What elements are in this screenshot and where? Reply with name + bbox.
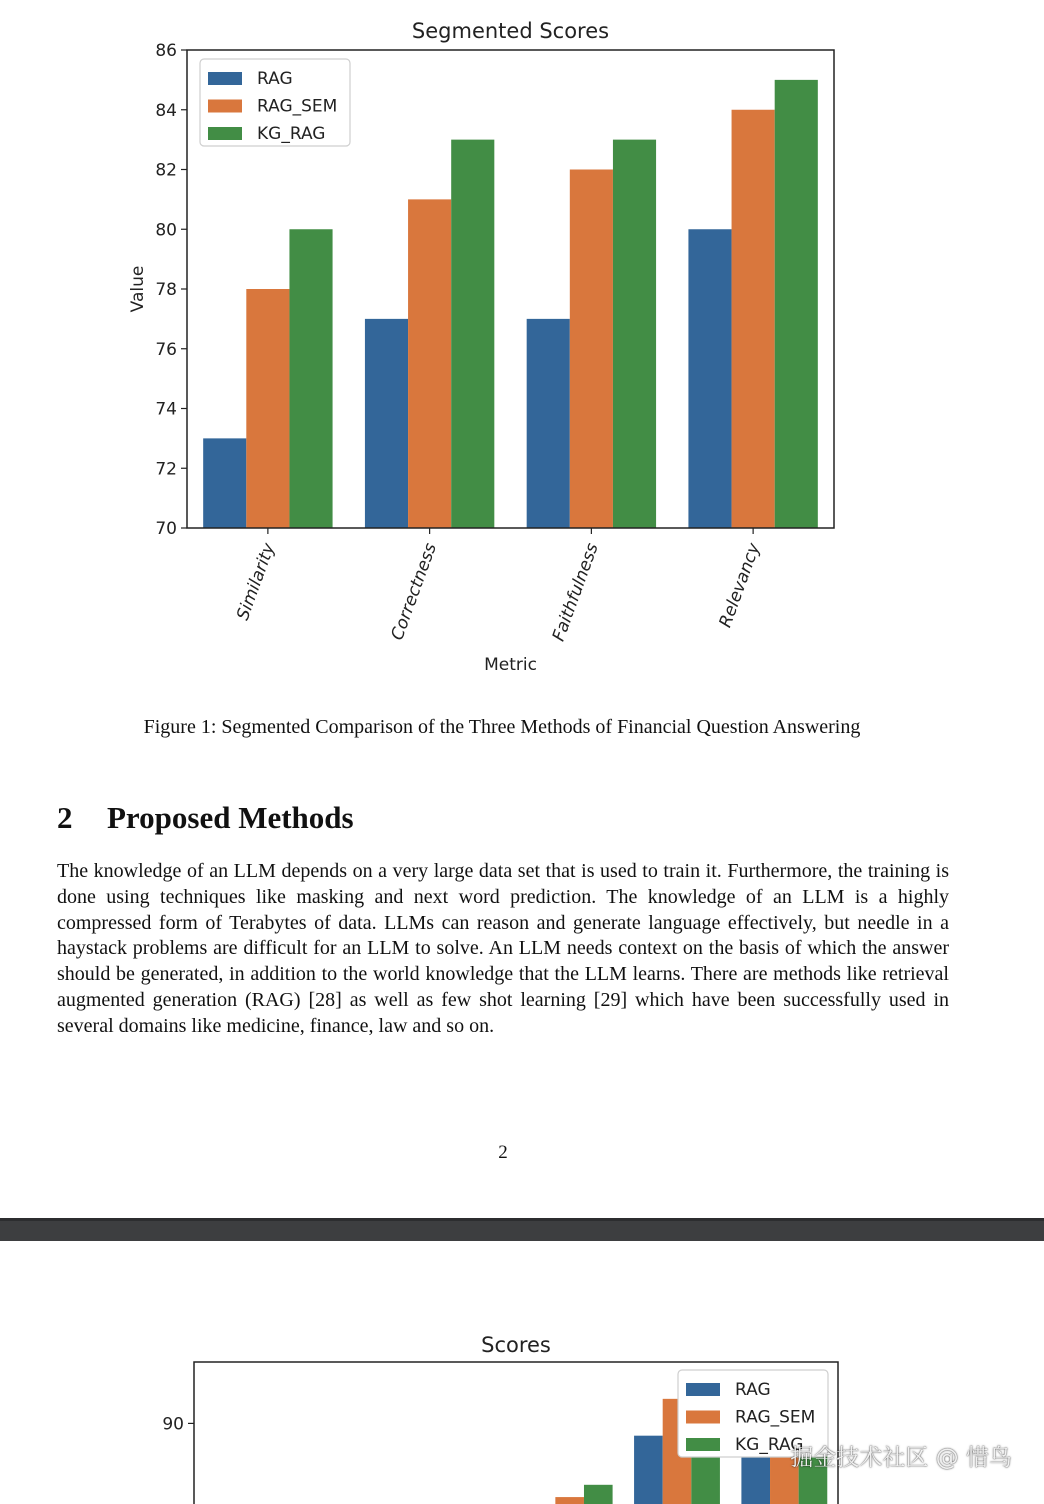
y-tick-label: 82 <box>155 160 177 181</box>
bar-kg-rag-similarity <box>289 229 332 528</box>
bar-kg-rag-correctness <box>451 140 494 528</box>
legend-swatch-rag <box>686 1383 720 1396</box>
bar-rag-sem-correctness <box>408 199 451 528</box>
chart-title: Scores <box>481 1333 551 1357</box>
segmented-scores-chart <box>0 0 1044 700</box>
y-tick-label: 70 <box>155 519 177 539</box>
page-number: 2 <box>498 1142 508 1163</box>
legend-swatch-kg-rag <box>686 1438 720 1451</box>
section-paragraph: The knowledge of an LLM depends on a very large data set that is used to train it. Furthermore, the training is done using techniques like masking and next word prediction. The knowledge of an LLM is a highly compressed form of Terabytes of data. LLMs can reason and generate language effectively, but needle in a haystack problems are difficult for an LLM to solve. An LLM needs context on the basis of which the answer should be generated, in addition to the world knowledge that the LLM learns. There are methods like retrieval augmented generation (RAG) [28] as well as few shot learning [29] which have been successfully used in several domains like medicine, finance, law and so on. <box>57 860 949 1037</box>
figure-caption: Figure 1: Segmented Comparison of the Three Methods of Financial Question Answering <box>143 716 861 738</box>
bar-rag-relevancy <box>688 229 731 528</box>
y-tick-label: 90 <box>162 1414 184 1435</box>
legend-label-rag-sem: RAG_SEM <box>257 96 338 117</box>
bar-rag-sem-4 <box>555 1497 584 1504</box>
x-tick-label: Similarity <box>232 540 280 623</box>
legend-swatch-rag-sem <box>208 100 242 113</box>
y-tick-label: 76 <box>155 339 177 360</box>
legend-swatch-kg-rag <box>208 127 242 140</box>
section-heading <box>57 800 354 836</box>
x-tick-label: Relevancy <box>715 540 765 631</box>
y-axis-label: Value <box>128 265 148 313</box>
bar-kg-rag-faithfulness <box>613 140 656 528</box>
legend-label-kg-rag: KG_RAG <box>735 1435 804 1455</box>
bar-rag-5 <box>634 1436 663 1504</box>
bar-rag-sem-faithfulness <box>570 170 613 529</box>
watermark: 掘金技术社区 @ 惜鸟 <box>790 1445 1012 1471</box>
x-tick-label: Correctness <box>387 540 442 643</box>
bar-rag-sem-similarity <box>246 289 289 528</box>
legend-label-rag-sem: RAG_SEM <box>735 1407 816 1428</box>
legend-label-rag: RAG <box>257 69 293 89</box>
bar-kg-rag-relevancy <box>775 80 818 528</box>
bar-kg-rag-4 <box>584 1485 613 1504</box>
y-tick-label: 72 <box>155 459 177 480</box>
y-tick-label: 84 <box>155 100 177 121</box>
page-separator <box>0 1218 1044 1241</box>
y-tick-label: 74 <box>155 399 177 420</box>
bar-rag-similarity <box>203 438 246 528</box>
section-number: 2 <box>57 800 73 835</box>
bar-rag-sem-relevancy <box>732 110 775 528</box>
section-title: Proposed Methods <box>107 800 354 835</box>
bar-rag-correctness <box>365 319 408 528</box>
x-tick-label: Faithfulness <box>548 540 603 645</box>
legend-label-kg-rag: KG_RAG <box>257 124 326 144</box>
y-tick-label: 78 <box>155 280 177 300</box>
x-axis-label: Metric <box>484 655 537 675</box>
legend-label-rag: RAG <box>735 1380 771 1400</box>
legend-swatch-rag <box>208 72 242 85</box>
bar-rag-faithfulness <box>527 319 570 528</box>
y-tick-label: 86 <box>155 41 177 61</box>
chart-title: Segmented Scores <box>411 19 610 43</box>
legend-swatch-rag-sem <box>686 1411 720 1424</box>
y-tick-label: 80 <box>155 220 177 241</box>
